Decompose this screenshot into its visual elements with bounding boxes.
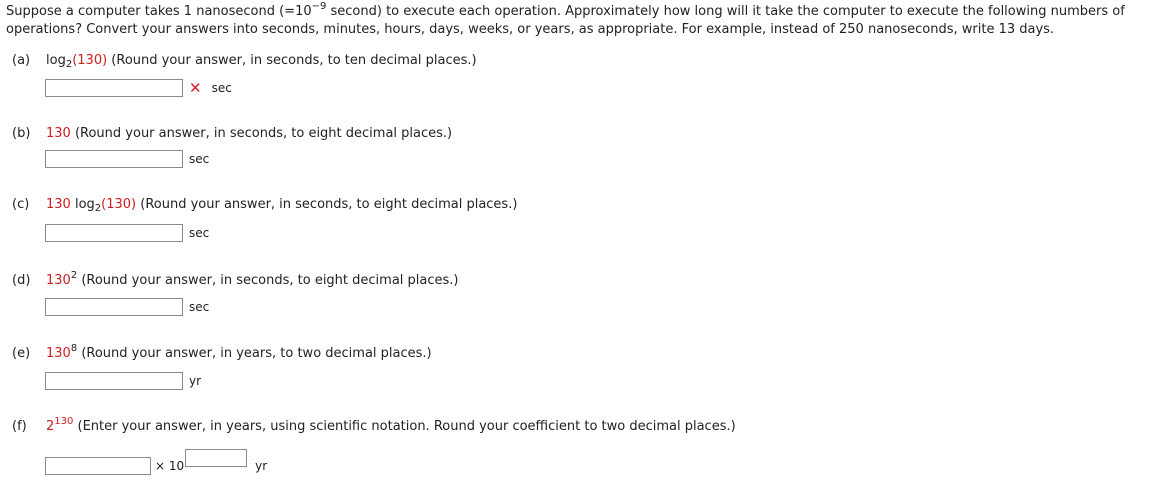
part-a-unit: sec (211, 81, 232, 95)
part-f-exponent-input[interactable] (185, 449, 247, 467)
part-c-answer-row (45, 222, 209, 244)
part-e-base: 130 (46, 346, 71, 361)
part-f-letter: (f) (12, 419, 27, 434)
part-b-instruction: (Round your answer, in seconds, to eight decimal places.) (70, 126, 453, 141)
part-c-question (12, 197, 517, 212)
part-c-instruction: (Round your answer, in seconds, to eight decimal places.) (136, 197, 518, 212)
part-a-letter: (a) (12, 53, 31, 68)
part-c-arg: (130) (101, 197, 137, 212)
incorrect-x-icon: ✕ (189, 79, 202, 97)
part-c-log: log (70, 197, 95, 212)
part-d-answer-row (45, 296, 209, 318)
part-b-answer-input[interactable] (45, 150, 183, 168)
part-e-unit: yr (189, 374, 202, 388)
part-f-question (12, 416, 736, 434)
part-a-answer-input[interactable] (45, 79, 183, 97)
part-d-instruction: (Round your answer, in seconds, to eight decimal places.) (77, 273, 459, 288)
part-f-base: 2 (46, 419, 55, 434)
part-d-answer-input[interactable] (45, 298, 183, 316)
part-e-letter: (e) (12, 346, 31, 361)
part-c-letter: (c) (12, 197, 30, 212)
part-f-instruction: (Enter your answer, in years, using scientific notation. Round your coefficient to two decimal places.) (73, 419, 736, 434)
part-d-letter: (d) (12, 273, 31, 288)
part-e-answer-input[interactable] (45, 372, 183, 390)
part-e-exponent: 8 (70, 343, 78, 354)
part-f-answer-row (45, 455, 267, 477)
part-b-letter: (b) (12, 126, 31, 141)
intro-exponent: −9 (311, 1, 327, 12)
part-c-answer-input[interactable] (45, 224, 183, 242)
part-a-log: log (46, 53, 66, 68)
part-a-log-base: 2 (65, 59, 73, 70)
part-a-arg: (130) (72, 53, 108, 68)
part-a-instruction: (Round your answer, in seconds, to ten decimal places.) (107, 53, 477, 68)
part-d-exponent: 2 (70, 270, 78, 281)
part-d-base: 130 (46, 273, 71, 288)
intro-text-end: second) to execute each operation. Approximately how long will it take the computer to execute the following numbers of operations? Convert your answers into seconds, minutes, hours, days, weeks, or years, as appropriate. For example, instead of 250 nanoseconds, write 13 days. (6, 4, 1125, 37)
part-b-answer-row (45, 148, 209, 170)
part-b-unit: sec (189, 152, 210, 166)
part-c-expr: 130 (46, 197, 71, 212)
part-e-answer-row (45, 370, 201, 392)
part-c-log-base: 2 (94, 203, 102, 214)
part-f-coefficient-input[interactable] (45, 457, 151, 475)
part-a-answer-row (45, 77, 232, 99)
part-f-unit: yr (255, 459, 268, 473)
part-f-times-ten: × 10 (155, 459, 185, 473)
intro-text-start: Suppose a computer takes 1 nanosecond (=10 (6, 4, 312, 19)
part-e-instruction: (Round your answer, in years, to two decimal places.) (77, 346, 432, 361)
part-f-exponent: 130 (54, 416, 74, 427)
part-d-unit: sec (189, 300, 210, 314)
part-d-question (12, 270, 459, 288)
part-b-expr: 130 (46, 126, 71, 141)
part-c-unit: sec (189, 226, 210, 240)
problem-intro (6, 3, 1141, 39)
part-a-question (12, 53, 477, 68)
part-e-question (12, 343, 432, 361)
part-b-question (12, 126, 452, 141)
